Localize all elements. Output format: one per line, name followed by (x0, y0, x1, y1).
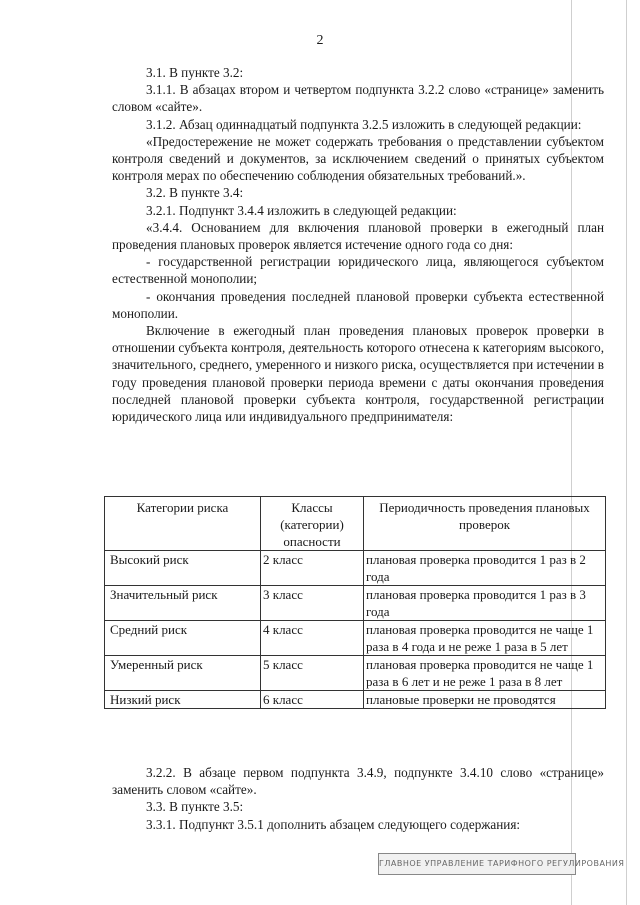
table-cell: Значительный риск (105, 586, 261, 621)
table-header-cell: Категории риска (105, 497, 261, 551)
stamp-text: ГЛАВНОЕ УПРАВЛЕНИЕ ТАРИФНОГО РЕГУЛИРОВАНИЯ (379, 859, 625, 868)
table-cell: Низкий риск (105, 691, 261, 709)
table-row (105, 621, 606, 656)
table-cell: 2 класс (261, 551, 364, 586)
table-cell: плановая проверка проводится 1 раз в 2 года (364, 551, 606, 586)
table-cell: плановые проверки не проводятся (364, 691, 606, 709)
table-row (105, 656, 606, 691)
page-number: 2 (316, 33, 324, 48)
quoted-paragraph: «3.4.4. Основанием для включения плановой проверки в ежегодный план проведения плановых проверок является истечение одного года со дня: (112, 219, 604, 253)
paragraph: 3.2.2. В абзаце первом подпункта 3.4.9, подпункте 3.4.10 слово «странице» заменить словом «сайте». (112, 765, 604, 798)
table-cell: 4 класс (261, 621, 364, 656)
paragraph: 3.3. В пункте 3.5: (146, 799, 244, 815)
quoted-paragraph: «Предостережение не может содержать требования о представлении субъектом контроля сведений и документов, за исключением сведений о принятых субъектом контроля мерах по обеспечению соблюдения обязательных требований.». (112, 133, 604, 184)
table-header-cell: Периодичность проведения плановых проверок (364, 497, 606, 551)
table-header-row (105, 497, 606, 551)
table-header-cell: Классы (категории) опасности (261, 497, 364, 551)
body-text (112, 64, 604, 425)
paragraph: 3.2.1. Подпункт 3.4.4 изложить в следующей редакции: (146, 202, 457, 218)
table-cell: Средний риск (105, 621, 261, 656)
scan-edge-line (626, 0, 627, 905)
table-cell: плановая проверка проводится не чаще 1 раза в 4 года и не реже 1 раза в 5 лет (364, 621, 606, 656)
table-cell: 6 класс (261, 691, 364, 709)
paragraph: 3.3.1. Подпункт 3.5.1 дополнить абзацем следующего содержания: (146, 816, 521, 832)
body-text-continued (112, 764, 604, 833)
risk-category-table (104, 496, 606, 709)
table-cell: Умеренный риск (105, 656, 261, 691)
table-row (105, 586, 606, 621)
registration-stamp (378, 853, 625, 875)
list-item: - государственной регистрации юридического лица, являющегося субъектом естественной монополии; (112, 254, 604, 287)
paragraph: 3.1.1. В абзацах втором и четвертом подпункта 3.2.2 слово «странице» заменить словом «сайте». (112, 82, 604, 115)
table-cell: 5 класс (261, 656, 364, 691)
table-row (105, 691, 606, 709)
paragraph: Включение в ежегодный план проведения плановых проверок проверки в отношении субъекта контроля, деятельность которого отнесена к категориям высокого, значительного, среднего, умеренного и низкого риска, осуществляется при истечении в году проведения плановой проверки периода времени с даты окончания проведения последней плановой проверки субъекта контроля, государственной регистрации юридического лица или индивидуального предпринимателя: (112, 323, 604, 425)
paragraph: 3.2. В пункте 3.4: (146, 185, 244, 201)
table-cell: плановая проверка проводится 1 раз в 3 года (364, 586, 606, 621)
paragraph: 3.1.2. Абзац одиннадцатый подпункта 3.2.5 изложить в следующей редакции: (146, 116, 582, 132)
table-cell: Высокий риск (105, 551, 261, 586)
table-cell: плановая проверка проводится не чаще 1 раза в 6 лет и не реже 1 раза в 8 лет (364, 656, 606, 691)
table-cell: 3 класс (261, 586, 364, 621)
table-row (105, 551, 606, 586)
list-item: - окончания проведения последней плановой проверки субъекта естественной монополии. (112, 288, 604, 321)
paragraph: 3.1. В пункте 3.2: (146, 65, 244, 80)
